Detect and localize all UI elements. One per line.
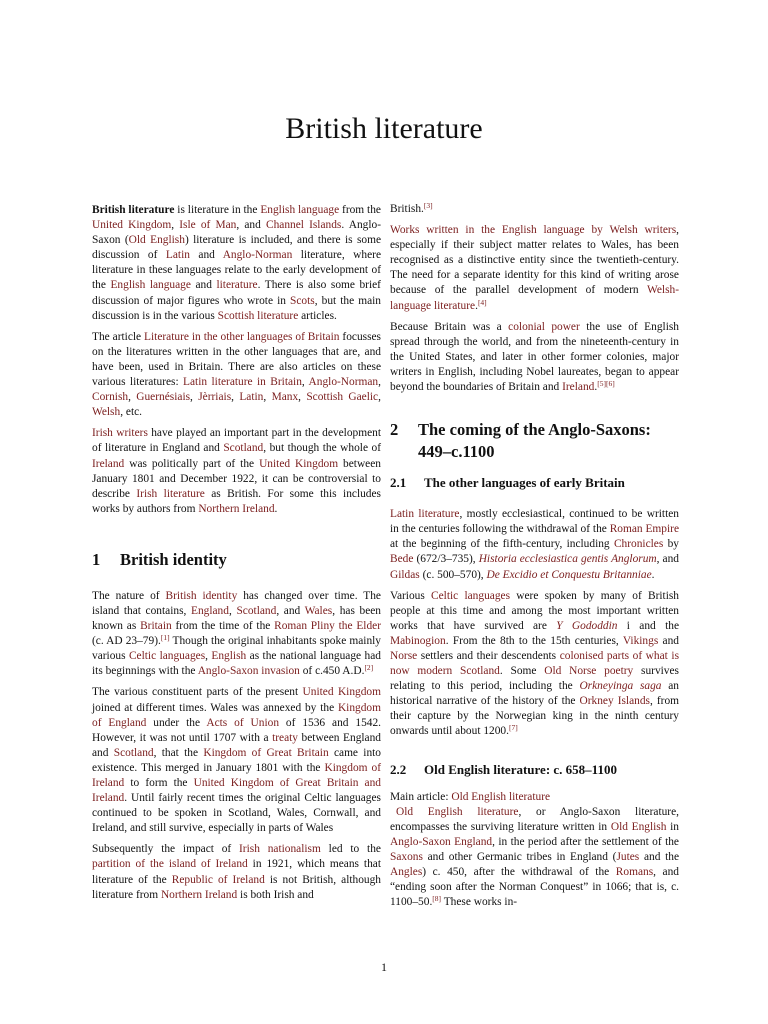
link-english-language[interactable]: English language — [110, 279, 191, 292]
link-saxons[interactable]: Saxons — [390, 850, 423, 863]
link-channel-islands[interactable]: Channel Islands — [265, 219, 342, 232]
link-welsh-language-literature[interactable]: Welsh-language literature — [390, 284, 679, 312]
link-literature[interactable]: literature — [216, 279, 258, 292]
link-irish-literature[interactable]: Irish literature — [136, 487, 205, 500]
link-english[interactable]: English — [211, 650, 247, 663]
link-orkney-islands[interactable]: Orkney Islands — [579, 695, 650, 708]
link-old-english[interactable]: Old English — [128, 234, 185, 247]
left-column — [92, 203, 381, 909]
link-angles[interactable]: Angles — [390, 866, 423, 878]
link-united-kingdom[interactable]: United Kingdom — [259, 457, 339, 470]
link-scotland[interactable]: Scotland — [236, 604, 277, 617]
link-bede[interactable]: Bede — [390, 553, 414, 566]
link-old-english-literature-main[interactable]: Old English literature — [451, 790, 551, 803]
link-roman-pliny[interactable]: Roman Pliny the Elder — [274, 620, 381, 633]
constituent-parts-paragraph: The various constituent parts of the present United Kingdom joined at different times. Wales was annexed by the Kingdom of England under the Acts of Union of 1536 and 1542. However, it was not until 1707 with a treaty between England and Scotland, that the Kingdom of Great Britain came into existence. This merged in January 1801 with the Kingdom of Ireland to form the United Kingdom of Great Britain and Ireland. Until fairly recent times the original Celtic languages continued to be spoken in Scotland, Wales, Cornwall, and Ireland, and still survive, especially in parts of Wales — [92, 686, 382, 835]
citation-link[interactable]: [3] — [423, 201, 433, 210]
latin-literature-paragraph: Latin literature, mostly ecclesiastical, continued to be written in the centuries following the withdrawal of the Roman Empire at the beginning of the fifth-century, including Chronicles by Bede (672/3–735), Historia ecclesiastica gentis Anglorum, and Gildas (c. 500–570), De Excidio et Conquestu Britanniae. — [390, 508, 680, 581]
irish-nationalism-paragraph: Subsequently the impact of Irish nationalism led to the partition of the island of Ireland in 1921, which means that literature of the Republic of Ireland is not British, although literature from Northern Ireland is both Irish and — [92, 843, 381, 901]
citation-link[interactable]: [2] — [364, 663, 374, 673]
link-england[interactable]: England — [190, 604, 229, 617]
link-de-excidio[interactable]: De Excidio et Conquestu Britanniae — [486, 568, 652, 581]
intro-paragraph: British literature is literature in the English language from the United Kingdom, Isle of Man, and Channel Islands. Anglo-Saxon (Old English) literature is included, and there is some discussion of Latin and Anglo-Norman literature, where literature in these languages relate to the early development of the English language and literature. There is also some brief discussion of major figures who wrote in Scots, but the main discussion is in the various Scottish literature articles. — [92, 204, 382, 322]
subsection-heading-old-english: 2.2 Old English literature: c. 658–1100 — [390, 761, 617, 777]
link-old-norse-poetry[interactable]: Old Norse poetry — [544, 665, 634, 678]
link-gildas[interactable]: Gildas — [390, 568, 420, 581]
link-republic-of-ireland[interactable]: Republic of Ireland — [171, 873, 265, 886]
link-manx[interactable]: Manx — [271, 391, 299, 404]
link-treaty[interactable]: treaty — [272, 731, 298, 744]
link-british-identity[interactable]: British identity — [165, 589, 238, 602]
link-celtic-languages[interactable]: Celtic languages — [431, 589, 511, 602]
main-article-note: Main article: Old English literature — [390, 790, 551, 803]
link-old-english[interactable]: Old English — [610, 820, 667, 833]
link-colonial-power[interactable]: colonial power — [508, 320, 580, 333]
page-number: 1 — [381, 960, 387, 974]
link-celtic-languages[interactable]: Celtic languages — [128, 650, 206, 663]
link-roman-empire[interactable]: Roman Empire — [609, 523, 680, 536]
irish-writers-paragraph: Irish writers have played an important part in the development of literature in England and Scotland, but though the whole of Ireland was politically part of the United Kingdom between January 1801 and December 1922, it can be controversial to describe Irish literature as British. For some this includes works by authors from Northern Ireland. — [92, 427, 381, 515]
link-anglo-norman[interactable]: Anglo-Norman — [222, 249, 293, 262]
section-number: 1 — [92, 549, 101, 569]
link-old-english-literature[interactable]: Old English literature — [396, 805, 519, 818]
link-latin-literature-britain[interactable]: Latin literature in Britain — [183, 376, 302, 389]
link-northern-ireland[interactable]: Northern Ireland — [160, 888, 238, 901]
subsection-heading-other-languages: 2.1 The other languages of early Britain — [390, 475, 625, 491]
link-isle-of-man[interactable]: Isle of Man — [179, 219, 237, 232]
link-acts-of-union[interactable]: Acts of Union — [206, 716, 280, 729]
citation-link[interactable]: [7] — [508, 723, 518, 733]
link-anglo-saxon-england[interactable]: Anglo-Saxon England — [390, 835, 493, 848]
link-welsh-writers[interactable]: Works written in the English language by Welsh writers — [390, 224, 677, 237]
section-number: 2 — [390, 420, 399, 440]
colonial-paragraph: Because Britain was a colonial power the use of English spread through the world, and from the nineteenth-century in the United States, and later in other former colonies, major writers in English, including Nobel laureates, began to appear beyond the boundaries of Britain and Ireland.[5][6] — [390, 320, 679, 394]
page-title: British literature — [285, 112, 483, 145]
old-english-paragraph: Old English literature, or Anglo-Saxon literature, encompasses the surviving literature written in Old English in Anglo-Saxon England, in the period after the settlement of the Saxons and other Germanic tribes in England (Jutes and the Angles) c. 450, after the withdrawal of the Romans, and “ending soon after the Norman Conquest” in 1066; that is, c. 1100–50.[8] These works in- — [390, 805, 679, 909]
link-scotland[interactable]: Scotland — [113, 746, 154, 759]
section-heading-anglo-saxons: 2 The coming of the Anglo-Saxons: 449–c.1100 — [390, 420, 651, 462]
link-latin[interactable]: Latin — [165, 249, 190, 262]
link-historia-ecclesiastica[interactable]: Historia ecclesiastica gentis Anglorum — [478, 553, 657, 566]
link-britain[interactable]: Britain — [140, 620, 172, 633]
link-scottish-literature[interactable]: Scottish literature — [217, 309, 299, 322]
link-vikings[interactable]: Vikings — [622, 634, 659, 647]
link-irish-writers[interactable]: Irish writers — [92, 427, 148, 440]
link-kingdom-of-england[interactable]: Kingdom of England — [92, 701, 381, 729]
link-mabinogion[interactable]: Mabinogion — [390, 634, 446, 647]
section-heading-british-identity: 1 British identity — [92, 549, 227, 569]
link-cornish[interactable]: Cornish — [92, 391, 129, 404]
link-latin-literature[interactable]: Latin literature — [390, 508, 460, 521]
link-partition-of-ireland[interactable]: partition of the island of Ireland — [92, 858, 248, 871]
link-northern-ireland[interactable]: Northern Ireland — [198, 502, 275, 515]
british-continuation: British.[3] — [390, 201, 433, 215]
citation-link[interactable]: [4] — [477, 297, 487, 307]
link-ireland[interactable]: Ireland — [562, 381, 595, 394]
link-colonised-scotland[interactable]: colonised parts of what is now modern Scotland — [390, 649, 679, 678]
link-united-kingdom[interactable]: United Kingdom — [302, 686, 381, 699]
link-scotland[interactable]: Scotland — [223, 442, 264, 455]
celtic-languages-paragraph: Various Celtic languages were spoken by many of British people at this time and among the most important written works that have survived are Y Gododdin i and the Mabinogion. From the 8th to the 15th centuries, Vikings and Norse settlers and their descendents colonised parts of what is now modern Scotland. Some Old Norse poetry survives relating to this period, including the Orkneyinga saga an historical narrative of the history of the Orkney Islands, from their capture by the Norwegian king in the ninth century onwards until about 1200.[7] — [390, 589, 680, 738]
link-kingdom-of-ireland[interactable]: Kingdom of Ireland — [92, 761, 381, 789]
link-guernesiais[interactable]: Guernésiais — [136, 391, 191, 404]
link-united-kingdom[interactable]: United Kingdom — [92, 219, 172, 232]
link-chronicles[interactable]: Chronicles — [613, 538, 664, 551]
citation-link[interactable]: [5][6] — [597, 379, 615, 389]
link-romans[interactable]: Romans — [615, 866, 654, 878]
link-jerriais[interactable]: Jèrriais — [198, 391, 232, 404]
link-scottish-gaelic[interactable]: Scottish Gaelic — [306, 391, 379, 404]
citation-link[interactable]: [1] — [160, 633, 170, 643]
link-latin[interactable]: Latin — [239, 391, 264, 404]
link-scots[interactable]: Scots — [290, 294, 315, 307]
link-welsh[interactable]: Welsh — [92, 406, 121, 419]
link-jutes[interactable]: Jutes — [616, 850, 640, 863]
link-united-kingdom-gb-ireland[interactable]: United Kingdom of Great Britain and Ireland — [92, 777, 381, 805]
subsection-number: 2.1 — [390, 475, 407, 491]
identity-paragraph: The nature of British identity has changed over time. The island that contains, England, Scotland, and Wales, has been known as Britain from the time of the Roman Pliny the Elder (c. AD 23–79).[1] Though the original inhabitants spoke mainly various Celtic languages, English as the national language had its beginnings with the Anglo-Saxon invasion of c.450 A.D.[2] — [92, 589, 382, 678]
link-english-language[interactable]: English language — [260, 204, 340, 216]
right-column — [390, 202, 679, 916]
citation-link[interactable]: [8] — [432, 894, 442, 904]
link-y-gododdin[interactable]: Y Gododdin — [556, 619, 618, 632]
link-anglo-saxon-invasion[interactable]: Anglo-Saxon invasion — [197, 665, 300, 678]
link-orkneyinga-saga[interactable]: Orkneyinga saga — [579, 680, 662, 693]
other-languages-paragraph: The article Literature in the other languages of Britain focusses on the literatures written in the other languages that are, and have been, used in Britain. There are also articles on these various literatures: Latin literature in Britain, Anglo-Norman, Cornish, Guernésiais, Jèrriais, Latin, Manx, Scottish Gaelic, Welsh, etc. — [92, 330, 381, 419]
link-ireland[interactable]: Ireland — [92, 457, 125, 470]
subsection-number: 2.2 — [390, 761, 407, 777]
welsh-writers-paragraph: Works written in the English language by Welsh writers, especially if their subject matter relates to Wales, has been recognised as a distinctive entity since the twentieth-century. The need for a separate identity for this kind of writing arose because of the parallel development of modern Welsh-language literature.[4] — [390, 224, 679, 312]
link-wales[interactable]: Wales — [304, 604, 333, 617]
link-anglo-norman[interactable]: Anglo-Norman — [308, 376, 379, 389]
link-kingdom-of-great-britain[interactable]: Kingdom of Great Britain — [203, 746, 329, 759]
link-irish-nationalism[interactable]: Irish nationalism — [239, 843, 321, 856]
link-norse[interactable]: Norse — [390, 649, 418, 662]
link-literature-other-languages[interactable]: Literature in the other languages of Britain — [144, 330, 340, 343]
